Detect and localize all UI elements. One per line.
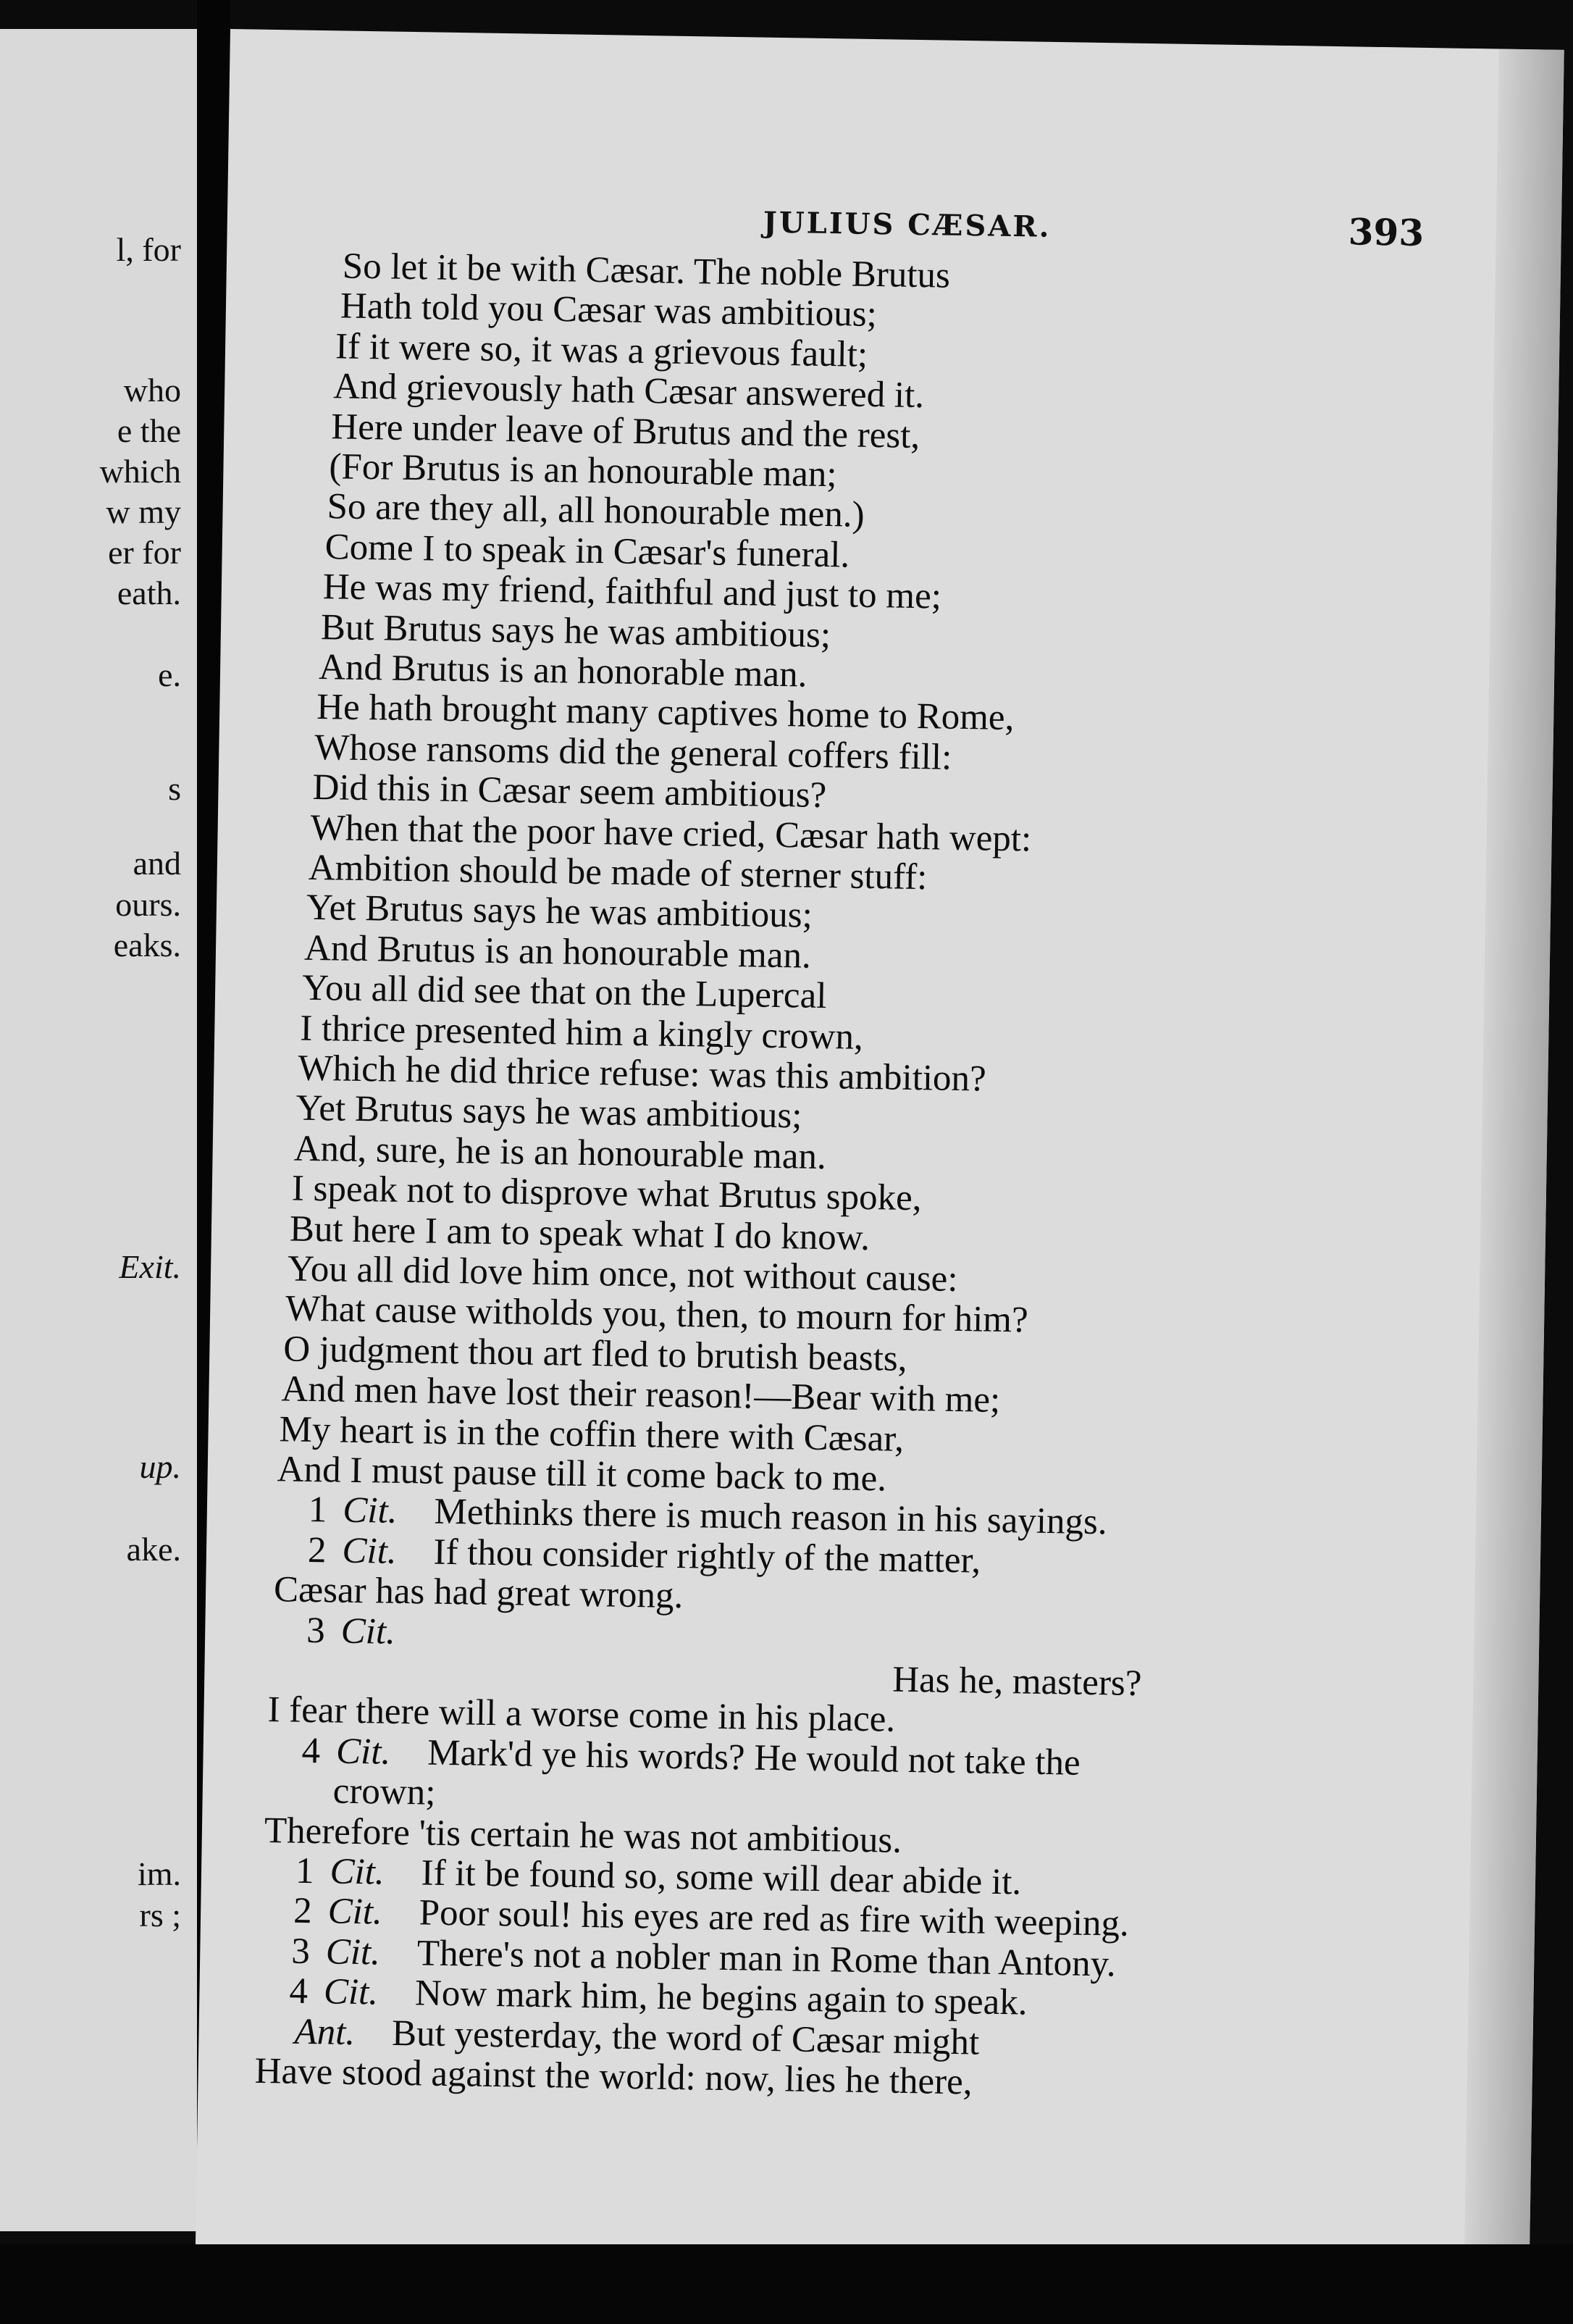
line-text: Hath told you Cæsar was ambitious; <box>340 285 878 335</box>
speaker-number: 2 <box>307 1529 327 1571</box>
speaker-name: Cit. <box>327 1891 383 1934</box>
facing-page-text: e the <box>117 412 181 449</box>
line-text: And Brutus is an honorable man. <box>318 647 808 695</box>
line-text: O judgment thou art fled to brutish beasts, <box>282 1329 907 1379</box>
line-text: Here under leave of Brutus and the rest, <box>330 406 920 456</box>
running-head: JULIUS CÆSAR. <box>763 205 1052 244</box>
line-text: You all did see that on the Lupercal <box>301 967 827 1017</box>
speaker-number: 4 <box>289 1970 309 2012</box>
text-line <box>303 927 812 977</box>
line-text: Yet Brutus says he was ambitious; <box>306 887 813 937</box>
speaker-number: 3 <box>290 1931 311 1972</box>
line-text: Cæsar has had great wrong. <box>273 1569 684 1617</box>
line-text: And I must pause till it come back to me. <box>277 1449 887 1500</box>
text-line <box>301 967 827 1017</box>
line-text: My heart is in the coffin there with Cæsar, <box>279 1408 905 1460</box>
text-line <box>306 887 813 937</box>
facing-page-text: eaks. <box>113 927 181 964</box>
line-text: Mark'd ye his words? He would not take the <box>427 1732 1081 1784</box>
text-line <box>319 649 808 694</box>
text-line <box>312 769 826 814</box>
facing-page-text: eath. <box>117 574 181 611</box>
line-text: Which he did thrice refuse: was this ambition? <box>298 1048 987 1100</box>
line-text: I speak not to disprove what Brutus spoke, <box>291 1168 922 1219</box>
line-text: Yet Brutus says he was ambitious; <box>295 1088 802 1137</box>
text-line <box>320 606 831 656</box>
speaker-number: 1 <box>295 1850 315 1892</box>
line-text: If it be found so, some will dear abide it. <box>421 1852 1022 1903</box>
line-text: So are they all, all honourable men.) <box>327 486 865 536</box>
speaker-name: Cit. <box>323 1971 379 2013</box>
page-number: 393 <box>1348 210 1425 254</box>
speaker-name: Cit. <box>342 1530 398 1572</box>
speaker-number: 3 <box>306 1610 326 1651</box>
line-text: Whose ransoms did the general coffers fill: <box>314 727 952 778</box>
line-text: crown; <box>332 1771 436 1813</box>
line-text: Poor soul! his eyes are red as fire with weeping. <box>419 1892 1130 1945</box>
line-text: Now mark him, he begins again to speak. <box>414 1973 1028 2023</box>
text-line <box>892 1659 1142 1705</box>
facing-page-text: er for <box>108 534 181 571</box>
line-text: I fear there will a worse come in his place. <box>267 1689 896 1741</box>
speaker-name: Cit. <box>342 1490 398 1532</box>
line-text: And, sure, he is an honourable man. <box>293 1128 827 1177</box>
line-text: What cause witholds you, then, to mourn for him? <box>285 1288 1029 1341</box>
line-text: Has he, masters? <box>892 1659 1142 1705</box>
facing-page-text: and <box>133 845 181 882</box>
facing-page-text: ake. <box>126 1531 181 1568</box>
speaker-name: Cit. <box>335 1731 391 1773</box>
line-text: And men have lost their reason!—Bear with me; <box>281 1368 1001 1421</box>
line-text: Methinks there is much reason in his sayings. <box>434 1492 1108 1543</box>
speaker-number: 2 <box>293 1891 313 1932</box>
line-text: Have stood against the world: now, lies he there, <box>254 2050 973 2103</box>
speaker-name: Cit. <box>340 1610 396 1652</box>
text-line <box>254 2050 973 2103</box>
line-text: Come I to speak in Cæsar's funeral. <box>324 526 850 576</box>
facing-page-text: l, for <box>116 231 181 268</box>
text-line <box>324 526 850 576</box>
line-text: He hath brought many captives home to Rome, <box>316 687 1015 739</box>
line-text: He was my friend, faithful and just to me; <box>322 567 942 617</box>
line-text: So let it be with Cæsar. The noble Brutus <box>342 246 951 296</box>
line-text: There's not a nobler man in Rome than Antony. <box>416 1933 1117 1985</box>
facing-page-text: Exit. <box>119 1248 181 1285</box>
line-text: When that the poor have cried, Cæsar hath wept: <box>310 807 1032 860</box>
facing-page-text: who <box>123 372 181 409</box>
line-text: You all did love him once, not without cause: <box>287 1248 958 1300</box>
text-line <box>332 1773 435 1812</box>
text-line <box>295 1090 802 1135</box>
speaker-number: 4 <box>301 1730 321 1772</box>
line-text: And grievously hath Cæsar answered it. <box>332 366 925 417</box>
text-line <box>274 1571 684 1615</box>
line-text: Therefore 'tis certain he was not ambitious. <box>264 1810 902 1861</box>
line-text: If thou consider rightly of the matter, <box>433 1531 981 1581</box>
facing-page-text: w my <box>106 493 181 530</box>
line-text: If it were so, it was a grievous fault; <box>335 326 868 375</box>
line-text: But Brutus says he was ambitious; <box>320 606 831 656</box>
speaker-number: 1 <box>308 1489 327 1531</box>
page-edge-shadow <box>1464 49 1564 2267</box>
verse-text <box>227 246 1530 2103</box>
text-line <box>306 1610 432 1652</box>
line-text: Did this in Cæsar seem ambitious? <box>312 767 827 816</box>
line-text: But yesterday, the word of Cæsar might <box>391 2012 980 2063</box>
line-text: I thrice presented him a kingly crown, <box>299 1008 864 1058</box>
facing-page-text: up. <box>139 1448 181 1485</box>
facing-page-text: rs ; <box>139 1897 181 1934</box>
speaker-name: Ant. <box>294 2011 356 2053</box>
facing-page-text: im. <box>137 1855 181 1892</box>
line-text: And Brutus is an honourable man. <box>303 927 812 977</box>
facing-page-fragment <box>0 29 197 2231</box>
line-text: But here I am to speak what I do know. <box>289 1208 871 1258</box>
text-line <box>329 446 838 496</box>
book-page <box>196 29 1564 2267</box>
facing-page-text: which <box>99 453 181 490</box>
line-text: (For Brutus is an honourable man; <box>329 446 838 496</box>
line-text: Ambition should be made of sterner stuff: <box>308 847 928 898</box>
facing-page-text: s <box>168 770 181 807</box>
scan-border <box>0 2244 1573 2324</box>
facing-page-text: e. <box>158 656 181 693</box>
speaker-name: Cit. <box>330 1851 385 1893</box>
facing-page-text: ours. <box>115 886 181 923</box>
speaker-name: Cit. <box>325 1931 381 1973</box>
